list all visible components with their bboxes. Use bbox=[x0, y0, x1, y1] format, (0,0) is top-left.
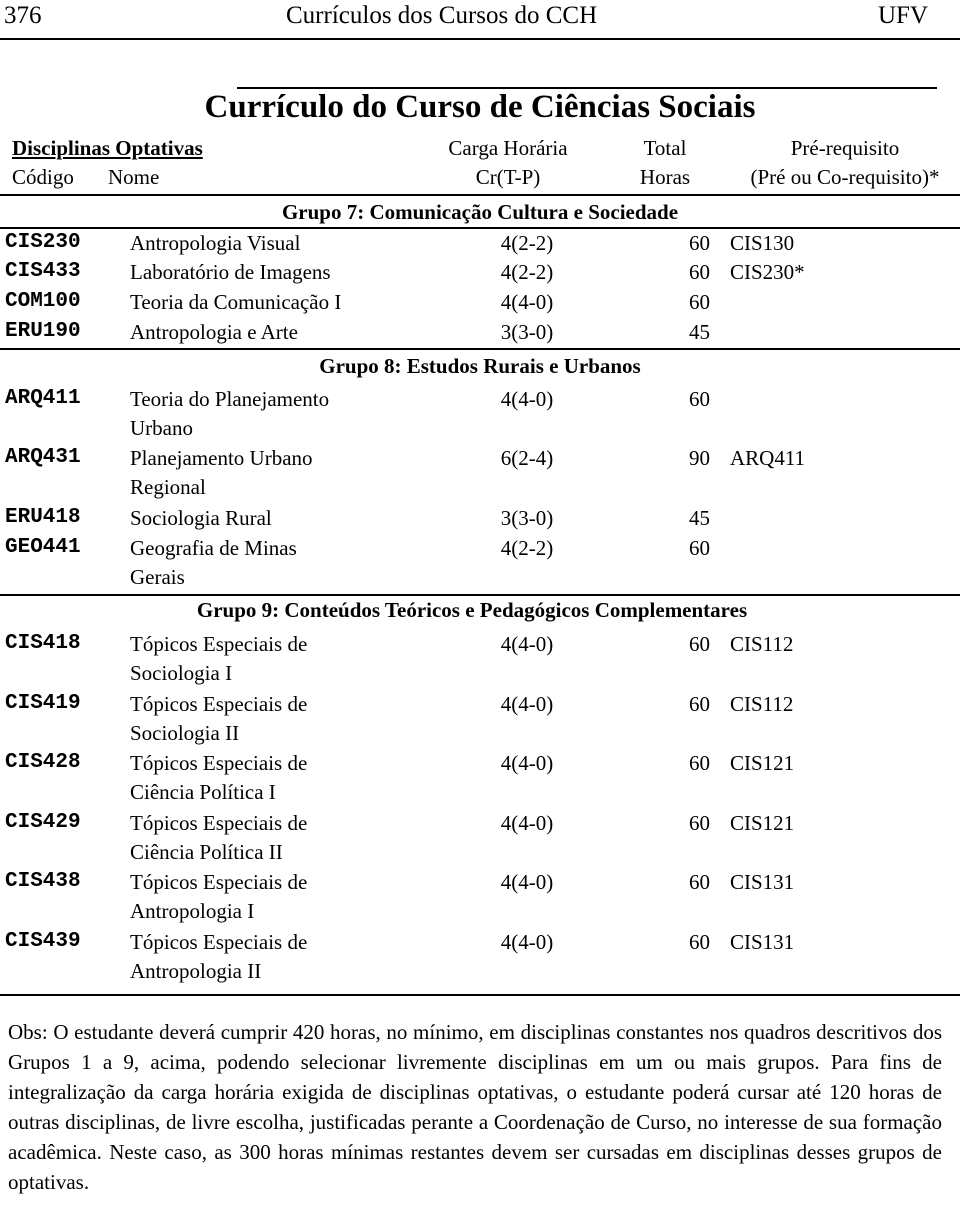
course-name: Tópicos Especiais de bbox=[130, 692, 308, 716]
course-name: Tópicos Especiais de bbox=[130, 811, 308, 835]
course-hours: 60 bbox=[689, 290, 710, 314]
course-name: Tópicos Especiais de bbox=[130, 930, 308, 954]
course-hours: 45 bbox=[689, 320, 710, 344]
course-name: Tópicos Especiais de bbox=[130, 632, 308, 656]
course-code: CIS429 bbox=[5, 811, 81, 834]
course-name-cont: Gerais bbox=[130, 565, 185, 589]
column-header-rule bbox=[0, 194, 960, 196]
course-prereq: ARQ411 bbox=[730, 446, 806, 470]
course-hours: 60 bbox=[689, 260, 710, 284]
course-prereq: CIS131 bbox=[730, 870, 795, 894]
col-carga-2: Cr(T-P) bbox=[475, 165, 541, 189]
course-hours: 60 bbox=[689, 387, 710, 411]
course-name: Laboratório de Imagens bbox=[130, 260, 331, 284]
course-credits: 4(2-2) bbox=[500, 260, 554, 284]
page-number: 376 bbox=[4, 2, 42, 29]
course-name: Tópicos Especiais de bbox=[130, 870, 308, 894]
group-title: Grupo 7: Comunicação Cultura e Sociedade bbox=[281, 200, 679, 224]
course-name-cont: Sociologia I bbox=[130, 661, 233, 685]
course-name: Sociologia Rural bbox=[130, 506, 272, 530]
institution: UFV bbox=[878, 2, 929, 29]
course-prereq: CIS112 bbox=[730, 632, 794, 656]
course-code: CIS418 bbox=[5, 632, 81, 655]
course-hours: 60 bbox=[689, 930, 710, 954]
course-name: Geografia de Minas bbox=[130, 536, 297, 560]
header-rule bbox=[0, 38, 960, 40]
course-hours: 60 bbox=[689, 870, 710, 894]
course-code: CIS419 bbox=[5, 692, 81, 715]
col-codigo: Código bbox=[12, 165, 74, 189]
course-code: CIS230 bbox=[5, 231, 81, 254]
course-name: Antropologia e Arte bbox=[130, 320, 298, 344]
course-credits: 4(4-0) bbox=[500, 290, 554, 314]
course-credits: 4(4-0) bbox=[500, 632, 554, 656]
course-name: Planejamento Urbano bbox=[130, 446, 313, 470]
group-title: Grupo 8: Estudos Rurais e Urbanos bbox=[319, 354, 641, 378]
page-title: Currículo do Curso de Ciências Sociais bbox=[204, 89, 756, 125]
course-name-cont: Antropologia II bbox=[130, 959, 262, 983]
course-name-cont: Sociologia II bbox=[130, 721, 240, 745]
course-hours: 60 bbox=[689, 751, 710, 775]
course-credits: 4(2-2) bbox=[500, 536, 554, 560]
course-hours: 60 bbox=[689, 231, 710, 255]
course-credits: 3(3-0) bbox=[500, 506, 554, 530]
course-prereq: CIS131 bbox=[730, 930, 795, 954]
course-code: ERU418 bbox=[5, 506, 81, 529]
group-rule bbox=[0, 227, 960, 229]
course-code: ERU190 bbox=[5, 320, 81, 343]
course-name-cont: Ciência Política II bbox=[130, 840, 283, 864]
running-header bbox=[0, 0, 960, 38]
running-title: Currículos dos Cursos do CCH bbox=[286, 2, 598, 29]
observation-paragraph: Obs: O estudante deverá cumprir 420 horas, no mínimo, em disciplinas constantes nos quadros descritivos dos Grupos 1 a 9, acima, podendo selecionar livremente disciplinas em um ou mais grupos. Para fins de integralização da carga horária exigida de disciplinas optativas, o estudante poderá cursar até 120 horas de outras disciplinas, de livre escolha, justificadas perante a Coordenação de Curso, no interesse de sua formação acadêmica. Neste caso, as 300 horas mínimas restantes devem ser cursadas em disciplinas desses grupos de optativas. bbox=[8, 1020, 942, 1194]
course-name: Teoria da Comunicação I bbox=[130, 290, 342, 314]
course-prereq: CIS121 bbox=[730, 811, 795, 835]
group-rule bbox=[0, 594, 960, 596]
section-heading: Disciplinas Optativas bbox=[12, 136, 203, 160]
course-code: COM100 bbox=[5, 290, 81, 313]
col-total-2: Horas bbox=[639, 165, 691, 189]
course-name: Tópicos Especiais de bbox=[130, 751, 308, 775]
course-hours: 60 bbox=[689, 632, 710, 656]
course-name: Teoria do Planejamento bbox=[130, 387, 330, 411]
course-name: Antropologia Visual bbox=[130, 231, 301, 255]
course-code: CIS438 bbox=[5, 870, 81, 893]
course-code: ARQ431 bbox=[5, 446, 81, 469]
col-carga-1: Carga Horária bbox=[448, 136, 568, 160]
course-credits: 4(4-0) bbox=[500, 811, 554, 835]
course-hours: 60 bbox=[689, 536, 710, 560]
col-total-1: Total bbox=[643, 136, 687, 160]
course-name-cont: Antropologia I bbox=[130, 899, 255, 923]
course-name-cont: Regional bbox=[130, 475, 206, 499]
course-credits: 4(2-2) bbox=[500, 231, 554, 255]
course-code: CIS439 bbox=[5, 930, 81, 953]
course-credits: 3(3-0) bbox=[500, 320, 554, 344]
course-name-cont: Ciência Política I bbox=[130, 780, 276, 804]
col-nome: Nome bbox=[108, 165, 160, 189]
col-prereq-2: (Pré ou Co-requisito)* bbox=[750, 165, 940, 189]
course-prereq: CIS230* bbox=[730, 260, 805, 284]
course-prereq: CIS130 bbox=[730, 231, 795, 255]
course-code: GEO441 bbox=[5, 536, 81, 559]
course-credits: 4(4-0) bbox=[500, 751, 554, 775]
course-code: CIS433 bbox=[5, 260, 81, 283]
course-credits: 6(2-4) bbox=[500, 446, 554, 470]
col-prereq-1: Pré-requisito bbox=[790, 136, 900, 160]
group-title: Grupo 9: Conteúdos Teóricos e Pedagógicos Complementares bbox=[196, 598, 748, 622]
course-hours: 60 bbox=[689, 811, 710, 835]
course-credits: 4(4-0) bbox=[500, 387, 554, 411]
course-credits: 4(4-0) bbox=[500, 930, 554, 954]
course-prereq: CIS121 bbox=[730, 751, 795, 775]
course-credits: 4(4-0) bbox=[500, 870, 554, 894]
course-credits: 4(4-0) bbox=[500, 692, 554, 716]
course-code: CIS428 bbox=[5, 751, 81, 774]
course-name-cont: Urbano bbox=[130, 416, 193, 440]
course-code: ARQ411 bbox=[5, 387, 81, 410]
table-bottom-rule bbox=[0, 994, 960, 996]
group-rule bbox=[0, 348, 960, 350]
course-hours: 45 bbox=[689, 506, 710, 530]
course-hours: 90 bbox=[689, 446, 710, 470]
course-prereq: CIS112 bbox=[730, 692, 794, 716]
course-hours: 60 bbox=[689, 692, 710, 716]
